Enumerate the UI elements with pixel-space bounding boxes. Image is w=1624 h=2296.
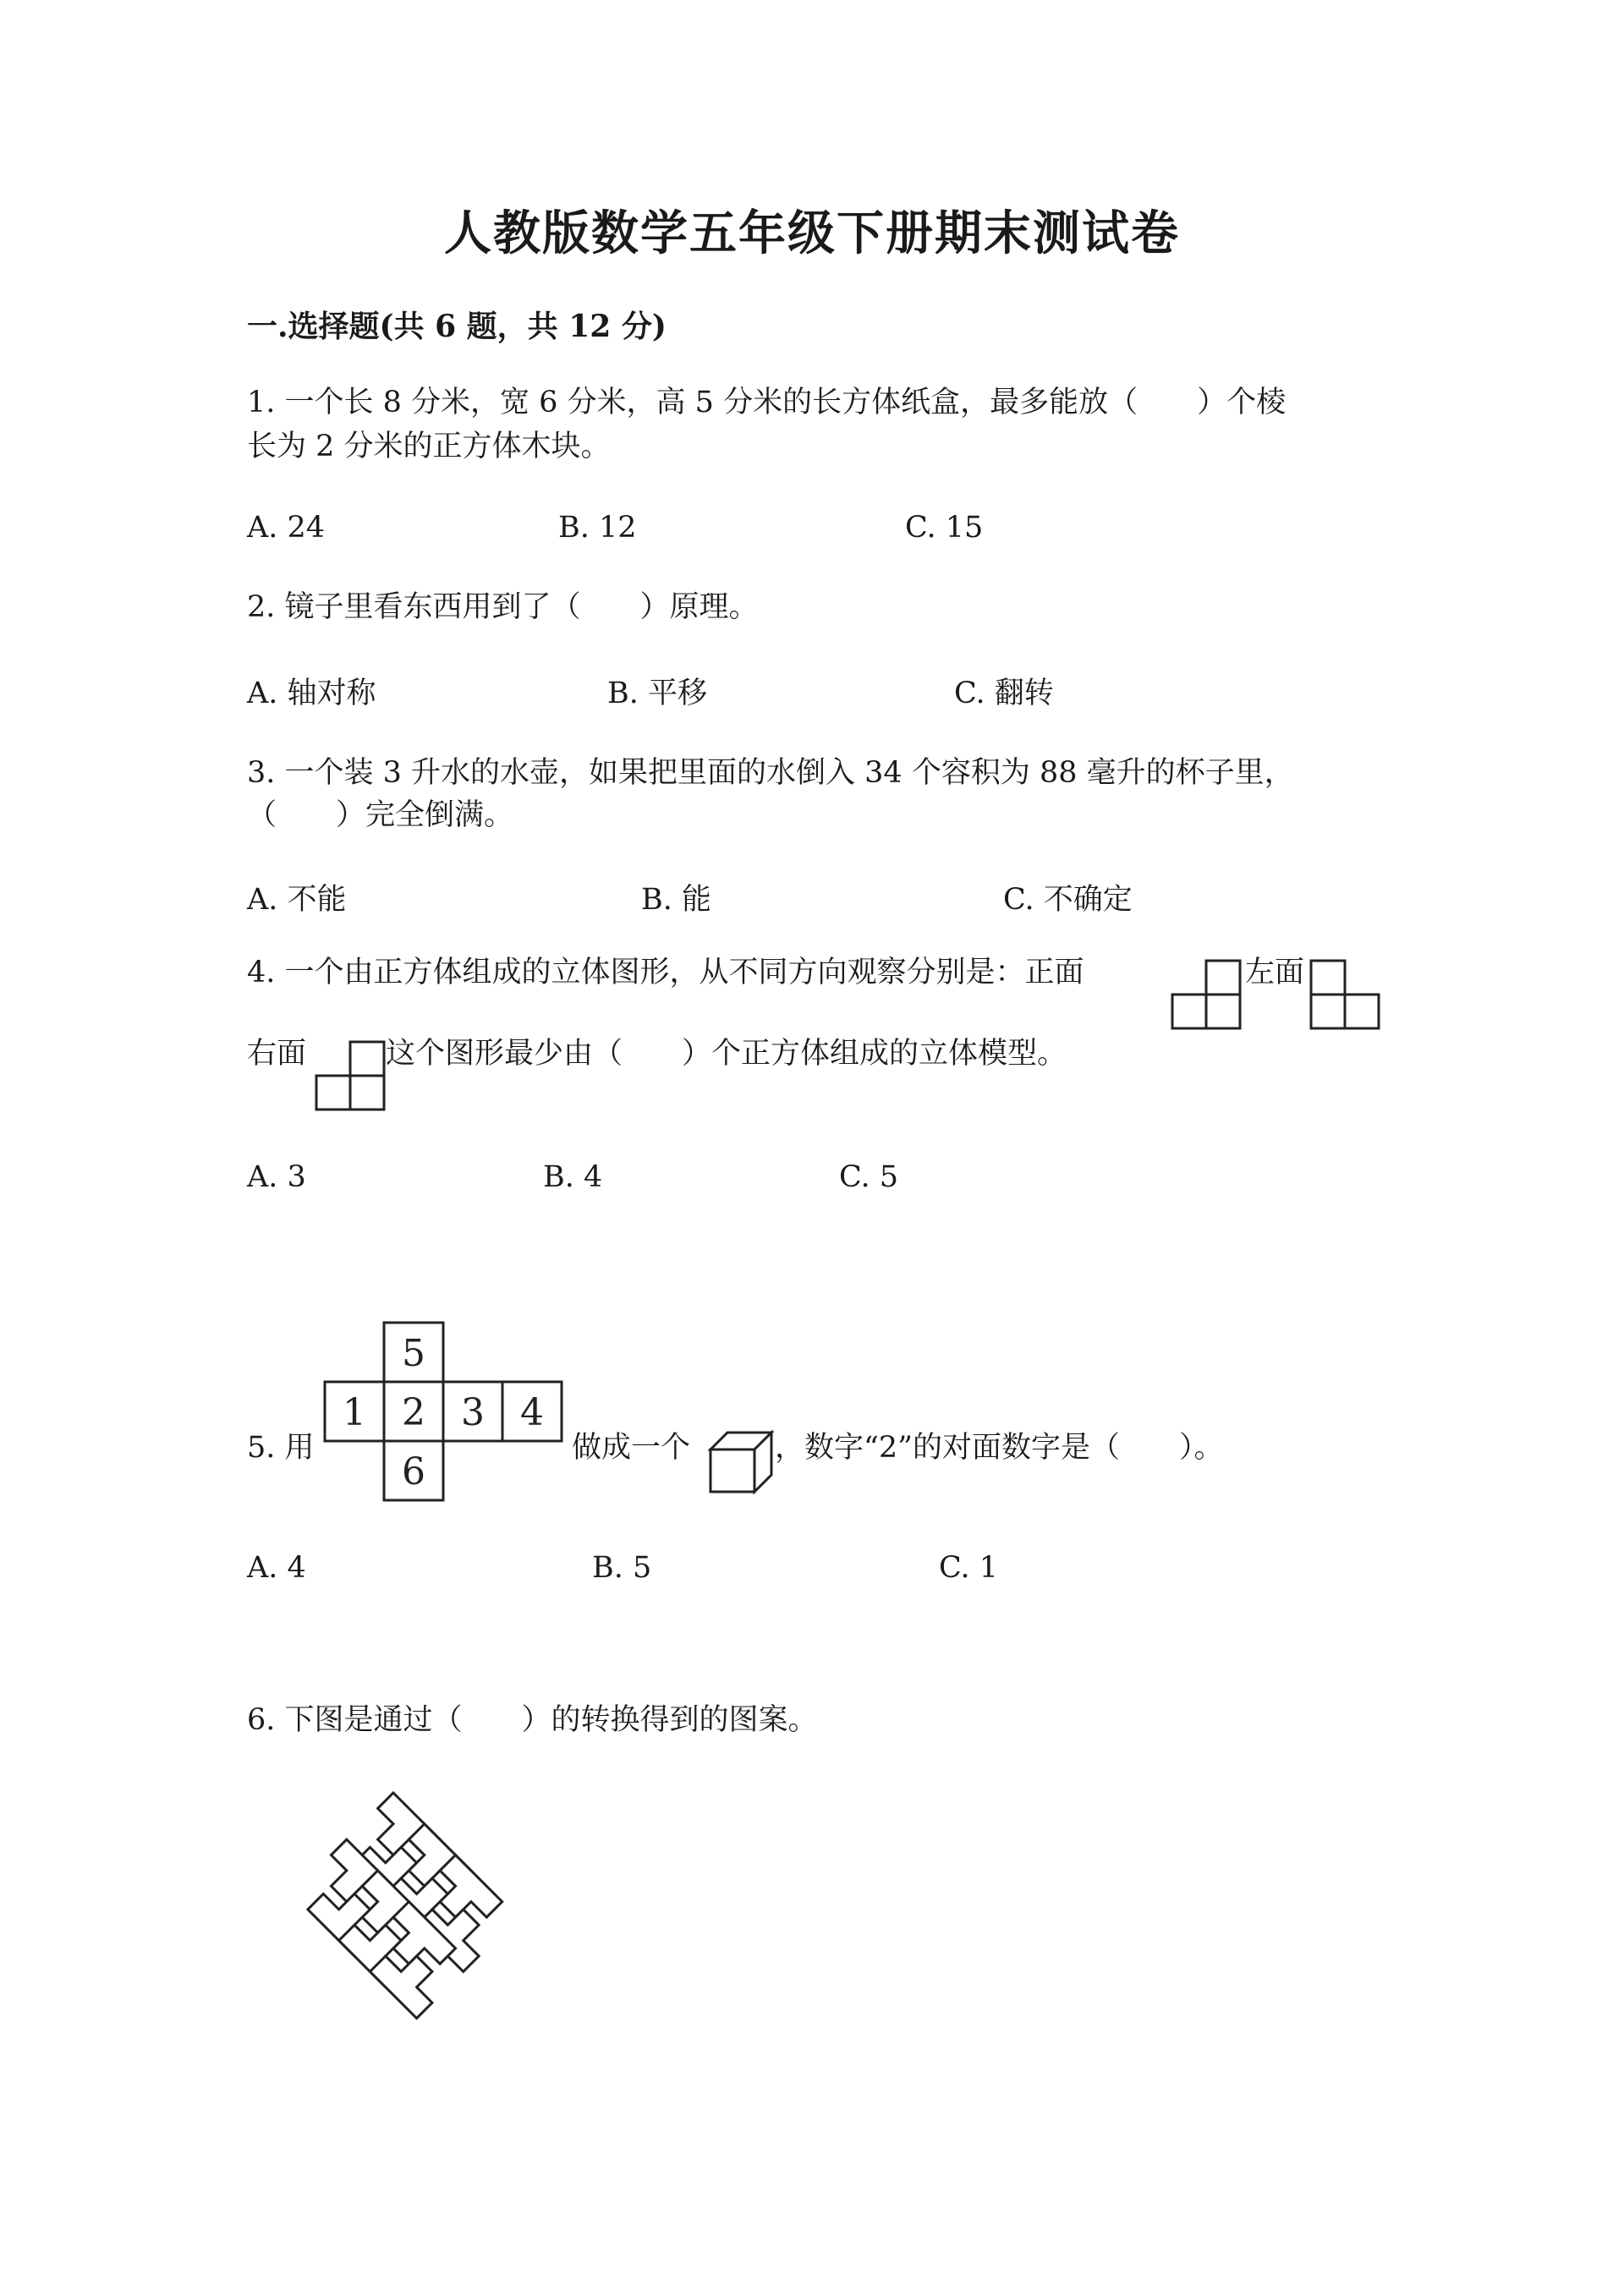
question-6-text: 6. 下图是通过（ ）的转换得到的图案。 [247,1703,818,1737]
section-heading: 一.选择题(共 6 题，共 12 分) [247,309,667,344]
q4-option-c: C. 5 [839,1160,899,1194]
question-3-line-1: 3. 一个装 3 升水的水壶，如果把里面的水倒入 34 个容积为 88 毫升的杯子里， [247,756,1294,790]
page-title: 人教版数学五年级下册期末测试卷 [444,205,1180,261]
q4-option-a: A. 3 [247,1160,306,1194]
question-5-suffix: ，数字“2”的对面数字是（ ）。 [775,1431,1224,1465]
question-3-line-2: （ ）完全倒满。 [247,798,514,832]
question-2-text: 2. 镜子里看东西用到了（ ）原理。 [247,590,759,624]
q5-option-a: A. 4 [247,1551,306,1585]
net-number-4: 4 [520,1391,544,1434]
question-1-line-1: 1. 一个长 8 分米，宽 6 分米，高 5 分米的长方体纸盒，最多能放（ ）个棱 [247,386,1287,419]
question-1-line-2: 长为 2 分米的正方体木块。 [247,430,611,463]
q5-option-c: C. 1 [939,1551,999,1585]
q1-option-a: A. 24 [247,511,326,545]
net-number-bottom: 6 [402,1450,425,1493]
q3-option-b: B. 能 [641,883,711,917]
q5-option-b: B. 5 [592,1551,652,1585]
q2-option-c: C. 翻转 [954,677,1054,710]
q3-option-a: A. 不能 [247,883,347,917]
cube-icon [707,1427,775,1497]
q3-option-c: C. 不确定 [1003,883,1133,917]
net-number-top: 5 [402,1332,425,1375]
q2-option-b: B. 平移 [607,677,707,710]
question-5-prefix: 5. 用 [247,1431,315,1465]
right-view-figure [315,1040,387,1113]
tessellation-tiles [292,1793,518,2019]
q2-option-a: A. 轴对称 [247,677,376,710]
q1-option-b: B. 12 [558,511,637,545]
left-view-label: 左面 [1245,956,1305,989]
right-view-label: 右面 [247,1037,307,1071]
question-4-line-1: 4. 一个由正方体组成的立体图形，从不同方向观察分别是：正面 [247,956,1084,989]
net-number-3: 3 [461,1391,485,1434]
question-5-middle: 做成一个 [572,1431,691,1465]
tessellation-pattern-figure [245,1801,550,2055]
left-view-figure [1309,959,1382,1032]
cube-net-figure [321,1321,567,1509]
front-view-figure [1171,959,1243,1032]
net-number-2: 2 [402,1391,425,1434]
q1-option-c: C. 15 [905,511,984,545]
question-4-line-2: 这个图形最少由（ ）个正方体组成的立体模型。 [386,1037,1067,1071]
net-number-1: 1 [343,1391,366,1434]
q4-option-b: B. 4 [543,1160,603,1194]
